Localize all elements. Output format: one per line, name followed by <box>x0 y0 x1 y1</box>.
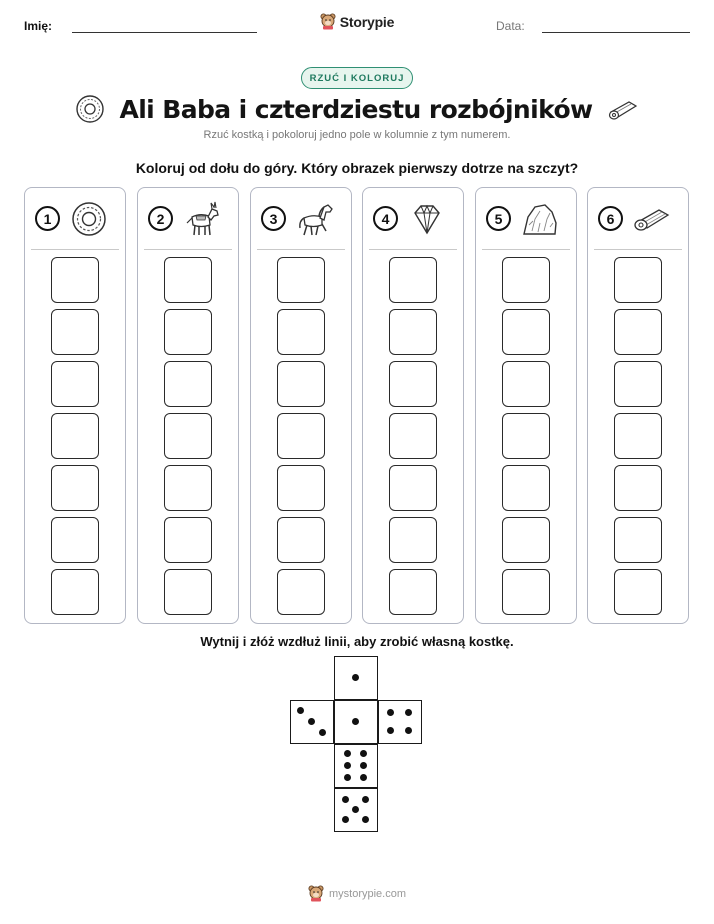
die-face-1 <box>334 700 378 744</box>
die-pip <box>342 816 349 823</box>
color-cell <box>389 517 437 563</box>
color-cell <box>51 465 99 511</box>
color-cell <box>277 309 325 355</box>
color-cell <box>51 257 99 303</box>
column-3 <box>250 187 352 624</box>
bread-ring-icon <box>75 94 105 124</box>
color-cell <box>277 361 325 407</box>
die-pip <box>360 750 367 757</box>
die-pip <box>362 816 369 823</box>
color-cell <box>389 413 437 459</box>
color-cell <box>51 361 99 407</box>
column-separator <box>594 249 682 250</box>
color-cell <box>502 413 550 459</box>
die-pip <box>308 718 315 725</box>
column-number: 5 <box>486 206 511 231</box>
bear-mascot-icon <box>320 13 336 30</box>
color-cell <box>502 361 550 407</box>
color-cell <box>502 465 550 511</box>
die-pip <box>344 750 351 757</box>
color-cell <box>389 569 437 615</box>
color-cell <box>389 309 437 355</box>
name-label: Imię: <box>24 19 53 33</box>
brand-name: Storypie <box>339 13 395 30</box>
color-cell <box>164 569 212 615</box>
die-pip <box>405 709 412 716</box>
color-cell <box>164 309 212 355</box>
die-pip <box>387 709 394 716</box>
color-cell <box>614 569 662 615</box>
column-separator <box>31 249 119 250</box>
color-cell <box>277 413 325 459</box>
column-number: 4 <box>373 206 398 231</box>
die-face-6 <box>334 744 378 788</box>
color-cell <box>614 257 662 303</box>
donkey-icon <box>182 201 222 237</box>
color-cell <box>51 309 99 355</box>
color-cell <box>614 361 662 407</box>
color-cell <box>614 413 662 459</box>
column-number: 6 <box>598 206 623 231</box>
color-cell <box>51 517 99 563</box>
die-pip <box>319 729 326 736</box>
color-cell <box>502 257 550 303</box>
footer-url: mystorypie.com <box>328 887 407 900</box>
die-pip <box>352 718 359 725</box>
color-cell <box>164 465 212 511</box>
column-1 <box>24 187 126 624</box>
column-2 <box>137 187 239 624</box>
diamond-icon <box>407 201 447 237</box>
color-cell <box>277 465 325 511</box>
footer <box>0 885 714 902</box>
activity-badge: RZUĆ I KOLORUJ <box>301 67 413 89</box>
column-6 <box>587 187 689 624</box>
date-line <box>542 32 690 33</box>
color-cell <box>614 465 662 511</box>
color-cell <box>502 309 550 355</box>
column-separator <box>144 249 232 250</box>
die-pip <box>362 796 369 803</box>
name-line <box>72 32 257 33</box>
die-face-1 <box>334 656 378 700</box>
color-cell <box>502 517 550 563</box>
die-face-3 <box>290 700 334 744</box>
column-5 <box>475 187 577 624</box>
brand-logo <box>0 13 714 30</box>
color-cell <box>502 569 550 615</box>
die-pip <box>360 762 367 769</box>
carpet-roll-icon <box>607 96 639 122</box>
color-cell <box>164 517 212 563</box>
die-pip <box>342 796 349 803</box>
color-cell <box>51 413 99 459</box>
column-number: 2 <box>148 206 173 231</box>
subtitle: Rzuć kostką i pokoloruj jedno pole w kolumnie z tym numerem. <box>203 129 511 141</box>
carpet-roll-icon <box>632 201 672 237</box>
page-title: Ali Baba i czterdziestu rozbójników <box>119 94 593 124</box>
color-cell <box>164 361 212 407</box>
color-cell <box>389 465 437 511</box>
column-separator <box>257 249 345 250</box>
die-pip <box>344 762 351 769</box>
die-pip <box>297 707 304 714</box>
cut-instruction: Wytnij i złóż wzdłuż linii, aby zrobić własną kostkę. <box>200 634 514 649</box>
color-cell <box>277 517 325 563</box>
die-face-5 <box>334 788 378 832</box>
column-number: 1 <box>35 206 60 231</box>
instruction: Koloruj od dołu do góry. Który obrazek pierwszy dotrze na szczyt? <box>135 160 579 176</box>
color-cell <box>614 517 662 563</box>
rock-icon <box>520 201 560 237</box>
bear-mascot-icon <box>308 885 324 902</box>
column-separator <box>482 249 570 250</box>
die-pip <box>352 674 359 681</box>
die-pip <box>360 774 367 781</box>
title-row <box>0 92 714 126</box>
die-pip <box>352 806 359 813</box>
bread-ring-icon <box>69 201 109 237</box>
die-pip <box>405 727 412 734</box>
column-separator <box>369 249 457 250</box>
color-cell <box>51 569 99 615</box>
color-cell <box>389 257 437 303</box>
color-cell <box>277 569 325 615</box>
die-face-4 <box>378 700 422 744</box>
color-cell <box>277 257 325 303</box>
die-pip <box>387 727 394 734</box>
die-pip <box>344 774 351 781</box>
column-4 <box>362 187 464 624</box>
color-cell <box>614 309 662 355</box>
color-cell <box>164 257 212 303</box>
date-label: Data: <box>496 19 525 33</box>
color-cell <box>389 361 437 407</box>
horse-icon <box>295 201 335 237</box>
column-number: 3 <box>261 206 286 231</box>
color-cell <box>164 413 212 459</box>
